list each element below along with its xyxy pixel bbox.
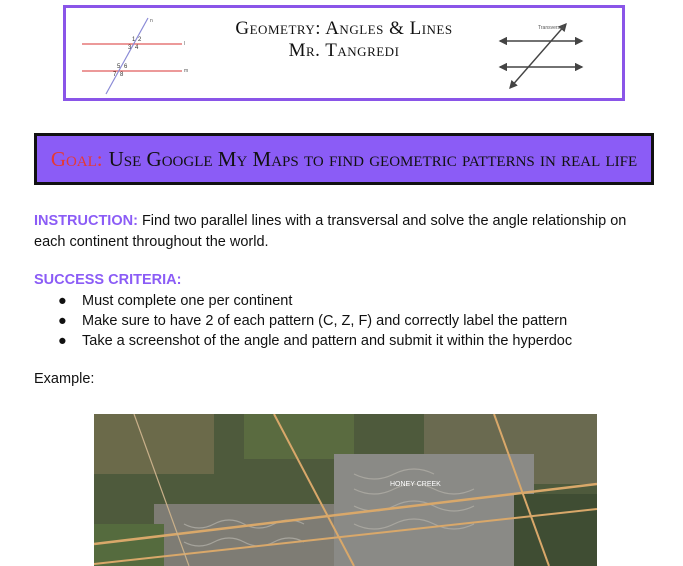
map-label: HONEY CREEK (390, 481, 441, 488)
label-4: 4 (135, 45, 139, 51)
label-5: 5 (117, 64, 121, 70)
goal-label: Goal: (50, 146, 103, 171)
instruction-label: INSTRUCTION: (34, 213, 138, 229)
label-2: 2 (138, 37, 142, 43)
instruction-text: Find two parallel lines with a transversal and solve the angle relationship on each continent throughout the world. (34, 213, 627, 250)
label-6: 6 (124, 64, 128, 70)
label-8: 8 (120, 72, 124, 78)
list-item: ● Make sure to have 2 of each pattern (C, Z, F) and correctly label the pattern (58, 313, 568, 329)
success-criteria-list (34, 291, 572, 351)
goal-text: Use Google My Maps to find geometric patterns in real life (108, 146, 638, 171)
list-item: ● Take a screenshot of the angle and pattern and submit it within the hyperdoc (58, 333, 573, 349)
example-map-image (94, 414, 597, 566)
label-3: 3 (128, 45, 132, 51)
title-line-2: Mr. Tangredi (288, 40, 400, 61)
transversal-diagram-right (496, 22, 586, 92)
label-n: n (150, 18, 153, 24)
label-7: 7 (113, 72, 117, 78)
header-box (63, 5, 625, 101)
instruction-paragraph (34, 211, 654, 253)
title-line-1: Geometry: Angles & Lines (235, 18, 453, 39)
label-transversal: Transversal (538, 25, 564, 31)
label-l: l (184, 41, 186, 47)
goal-box (34, 133, 654, 185)
list-item: ● Must complete one per continent (58, 293, 293, 309)
label-1: 1 (132, 37, 136, 43)
label-m: m (184, 68, 189, 74)
success-criteria-heading: SUCCESS CRITERIA: (34, 272, 182, 288)
example-label: Example: (34, 371, 95, 387)
